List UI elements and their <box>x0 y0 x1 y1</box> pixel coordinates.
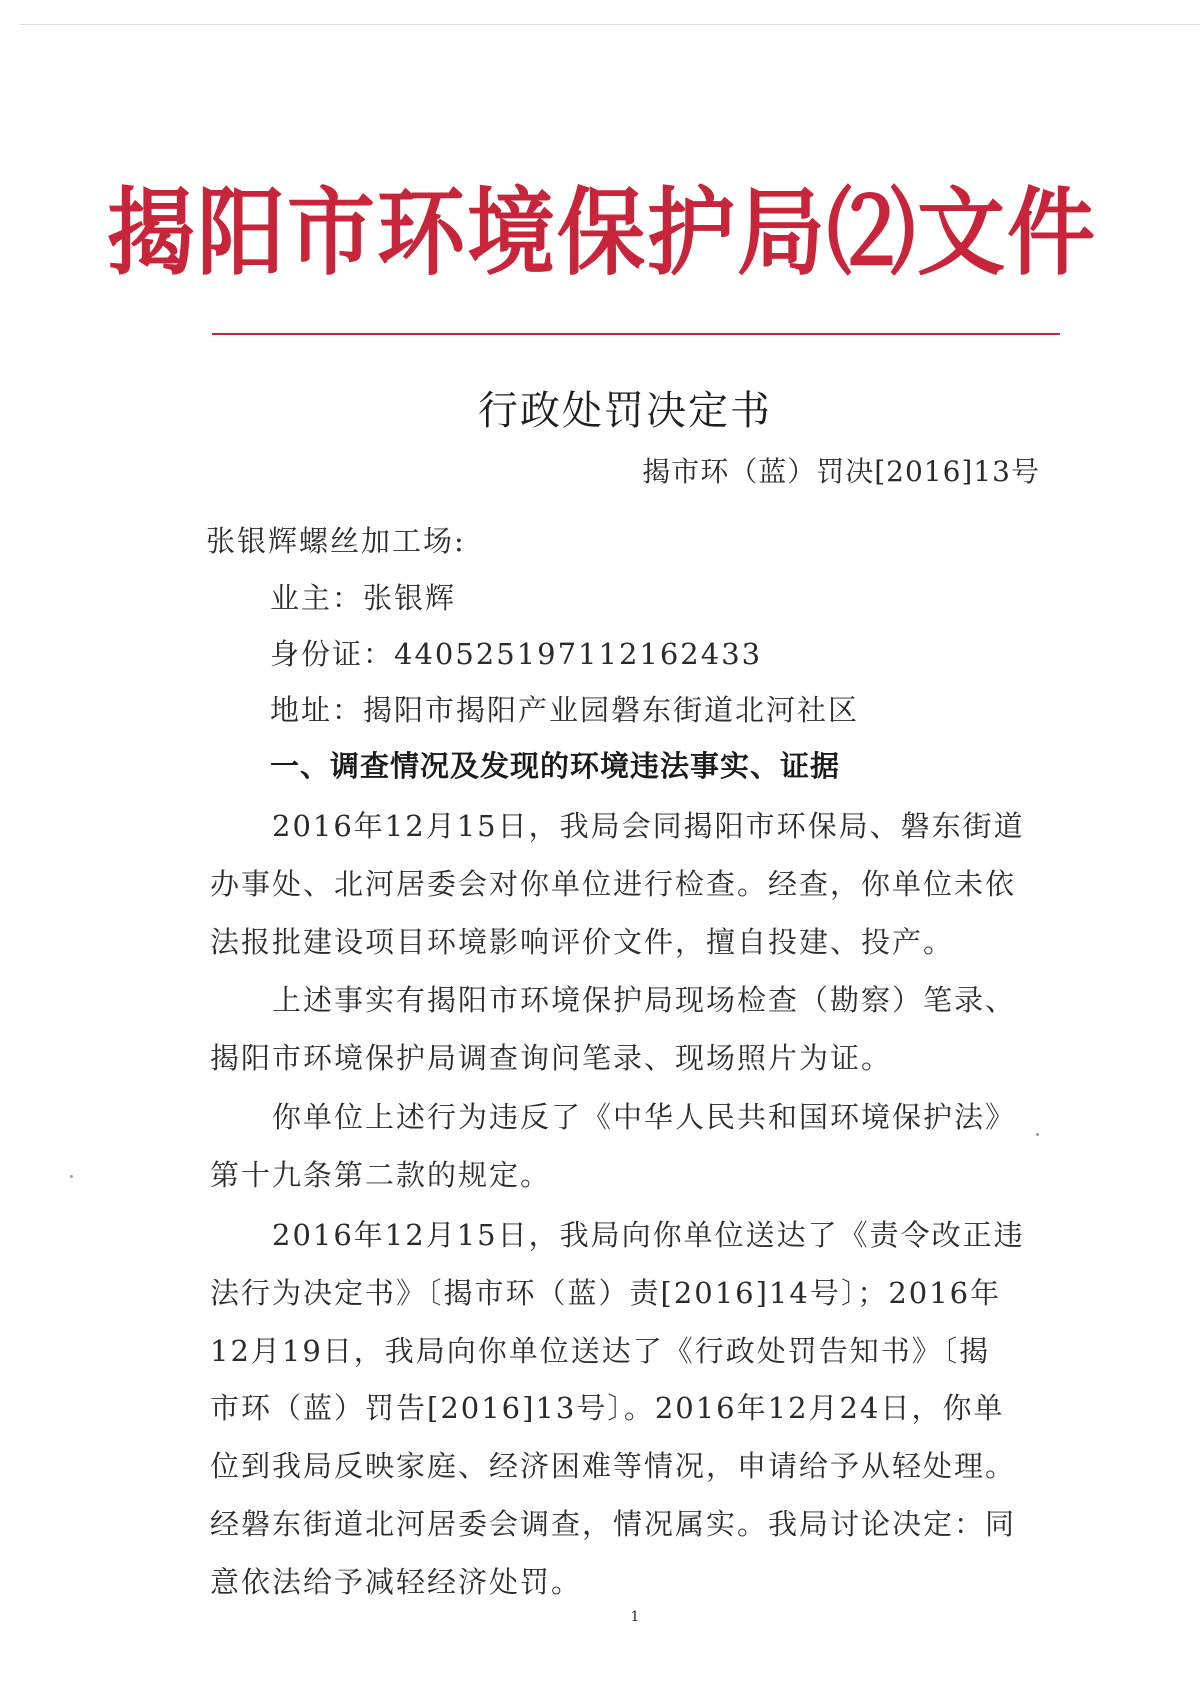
body-line: 12月19日，我局向你单位送达了《行政处罚告知书》〔揭 <box>210 1334 991 1368</box>
scan-edge <box>20 24 1200 25</box>
recipient-owner: 业主：张银辉 <box>270 581 457 615</box>
body-line: 办事处、北河居委会对你单位进行检查。经查，你单位未依 <box>210 867 1017 901</box>
page-number: 1 <box>630 1609 640 1625</box>
recipient-name: 张银辉螺丝加工场: <box>206 524 466 558</box>
body-line: 意依法给予减轻经济处罚。 <box>210 1565 583 1599</box>
body-line: 法报批建设项目环境影响评价文件，擅自投建、投产。 <box>210 925 955 959</box>
body-line: 经磐东街道北河居委会调查，情况属实。我局讨论决定：同 <box>210 1507 1017 1541</box>
document-number: 揭市环（蓝）罚决[2016]13号 <box>642 455 1040 488</box>
body-line: 上述事实有揭阳市环境保护局现场检查（勘察）笔录、 <box>272 983 1017 1017</box>
scan-speck <box>70 1175 73 1178</box>
body-line: 2016年12月15日，我局向你单位送达了《责令改正违 <box>272 1218 1025 1252</box>
document-title: 行政处罚决定书 <box>478 388 772 434</box>
section-heading: 一、调查情况及发现的环境违法事实、证据 <box>270 749 841 783</box>
scan-speck <box>1036 1133 1039 1136</box>
recipient-address: 地址：揭阳市揭阳产业园磐东街道北河社区 <box>270 693 860 727</box>
red-divider-line <box>212 333 1060 335</box>
body-line: 位到我局反映家庭、经济困难等情况，申请给予从轻处理。 <box>210 1449 1017 1483</box>
body-line: 你单位上述行为违反了《中华人民共和国环境保护法》 <box>272 1100 1017 1134</box>
body-line: 第十九条第二款的规定。 <box>210 1158 552 1192</box>
body-line: 市环（蓝）罚告[2016]13号〕。2016年12月24日，你单 <box>210 1391 1005 1425</box>
body-line: 2016年12月15日，我局会同揭阳市环保局、磐东街道 <box>272 809 1025 843</box>
body-line: 法行为决定书》〔揭市环（蓝）责[2016]14号〕；2016年 <box>210 1276 1002 1310</box>
red-header-title: 揭阳市环境保护局⑵文件 <box>106 176 1097 289</box>
recipient-id-card: 身份证：440525197112162433 <box>270 637 763 671</box>
body-line: 揭阳市环境保护局调查询问笔录、现场照片为证。 <box>210 1041 893 1075</box>
